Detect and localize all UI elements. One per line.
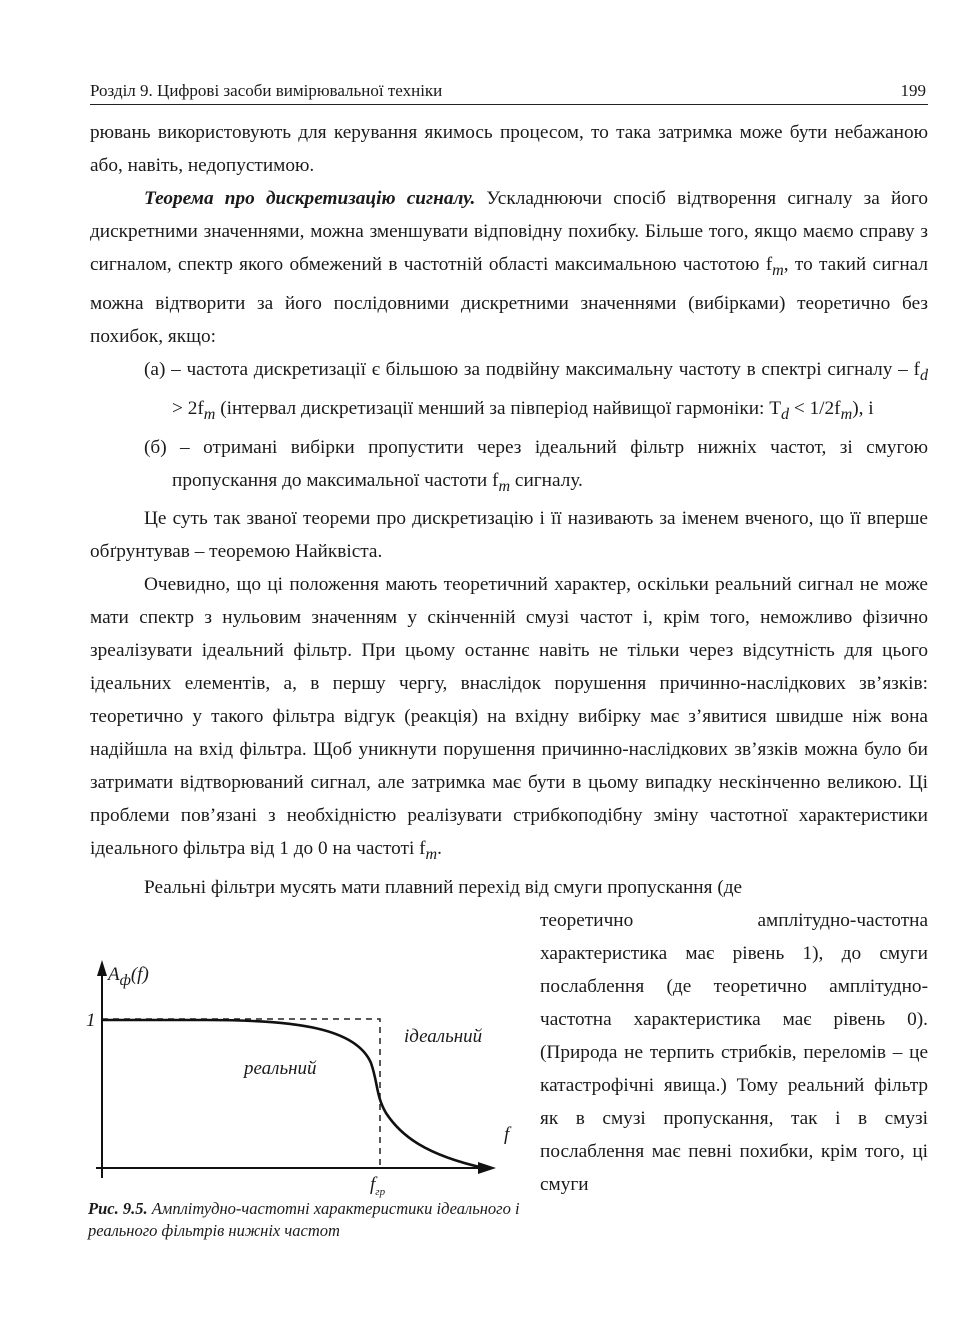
y-axis-argument: (f) xyxy=(130,964,149,985)
item-b-text: сигналу. xyxy=(510,469,583,491)
header-rule xyxy=(90,104,928,105)
figure-caption xyxy=(88,1198,532,1242)
x-tick-symbol: f xyxy=(370,1174,376,1195)
x-tick-cutoff xyxy=(370,1174,385,1198)
theorem-heading: Теорема про дискретизацію сигналу. xyxy=(144,188,476,209)
paragraph-continued: рювань використовують для керування якимось процесом, то така затримка може бути небажаною або, навіть, недопустимою. xyxy=(90,122,928,176)
caption-text: Амплітудно-частотні характеристики ідеального і реального фільтрів нижніх частот xyxy=(88,1199,520,1240)
list-item-b xyxy=(90,431,928,503)
real-label: реальний xyxy=(244,1058,317,1079)
item-a-text: ), і xyxy=(852,397,874,419)
chapter-title: Розділ 9. Цифрові засоби вимірювальної техніки xyxy=(90,81,443,100)
subscript: m xyxy=(840,405,853,423)
x-tick-subscript: гр xyxy=(375,1185,386,1198)
item-a-text: < 1/2f xyxy=(789,397,841,419)
theorem-text: Ускладнюючи спосіб відтворення сигналу за його дискретними значеннями, можна зменшувати відповідну похибку. Більше того, якщо маємо справу з сигналом, спектр якого обмежений в частотній області максимальною частотою f xyxy=(90,188,928,275)
paragraph-real-filters-first-line: Реальні фільтри мусять мати плавний перехід від смуги пропускання (де xyxy=(144,877,743,899)
subscript: d xyxy=(919,366,928,384)
paragraph-causality xyxy=(90,568,928,871)
ideal-response-curve xyxy=(102,1019,380,1168)
theorem-tail: , то такий сигнал можна відтворити за його послідовними дискретними значеннями (вибірками) теоретично без похибок, якщо: xyxy=(90,254,928,347)
y-axis-arrow-icon xyxy=(97,960,107,976)
item-a-text: (інтервал дискретизації менший за півперіод найвищої гармоніки: T xyxy=(215,397,781,419)
subscript: m xyxy=(772,261,784,279)
subscript: m xyxy=(425,846,438,864)
page-number: 199 xyxy=(900,81,926,100)
y-axis-subscript: ф xyxy=(119,971,131,989)
ideal-label: ідеальний xyxy=(404,1026,483,1047)
item-a-text: (а) – частота дискретизації є більшою за подвійну максимальну частоту в спектрі сигналу – f xyxy=(144,358,920,380)
y-axis-label xyxy=(108,964,149,990)
paragraph-theorem xyxy=(90,182,928,353)
subscript: m xyxy=(498,477,511,495)
list-item-a xyxy=(90,353,928,431)
figure-frequency-response xyxy=(86,948,536,1248)
subscript: d xyxy=(780,405,790,423)
paragraph-nyquist: Це суть так званої теореми про дискретизацію і її називають за іменем вченого, що її вперше обґрунтував – теоремою Найквіста. xyxy=(90,508,928,563)
y-axis-symbol: A xyxy=(108,964,120,985)
causality-text: . xyxy=(437,838,442,860)
item-a-text: > 2f xyxy=(172,397,204,419)
subscript: m xyxy=(203,405,216,423)
caption-number: Рис. 9.5. xyxy=(88,1199,148,1218)
y-tick-one: 1 xyxy=(86,1010,96,1031)
causality-text: Очевидно, що ці положення мають теоретичний характер, оскільки реальний сигнал не може мати спектр з нульовим значенням у скінченній смузі частот і, крім того, неможливо фізично зреалізувати ідеальний фільтр. При цьому останнє навіть не тільки через відсутність для цього ідеальних елементів, а, в першу чергу, внаслідок порушення причинно-наслідкових зв’язків: теоретично у такого фільтра відгук (реакція) на вхідну вибірку має з’явитися швидше ніж вона надійшла на вхід фільтра. Щоб уникнути порушення причинно-наслідкових зв’язків можна було би затримати відтворюваний сигнал, але затримка має бути в цьому випадку нескінченно великою. Ці проблеми пов’язані з необхідністю реалізувати стрибкоподібну зміну частотної характеристики ідеального фільтра від 1 до 0 на частоті f xyxy=(90,574,928,860)
x-axis-label: f xyxy=(504,1124,510,1145)
item-b-text: (б) – отримані вибірки пропустити через ідеальний фільтр нижніх частот, зі смугою пропускання до максимальної частоти f xyxy=(144,436,928,491)
paragraph-real-filters-wrap: теоретично амплітудно-частотна характеристика має рівень 1), до смуги послаблення (де теоретично амплітудно-частотна характеристика має рівень 0). (Природа не терпить стрибків, переломів – це катастрофічні явища.) Тому реальний фільтр як в смузі пропускання, так і в смузі послаблення має певні похибки, крім того, ці смуги xyxy=(540,910,928,1196)
running-head xyxy=(90,80,930,102)
